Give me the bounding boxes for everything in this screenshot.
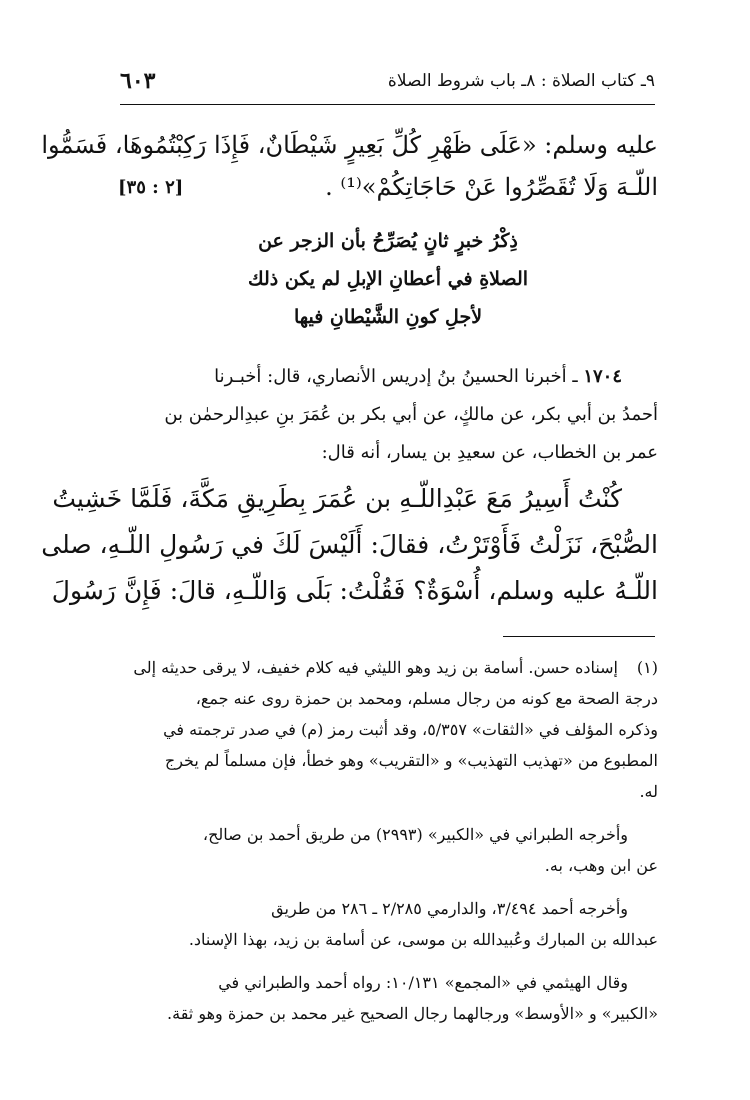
footnote-line: عن ابن وهب، به. xyxy=(544,856,658,875)
chapter-heading-line: الصلاةِ في أعطانِ الإبلِ لم يكن ذلك xyxy=(247,268,529,290)
footnote-1 xyxy=(118,652,658,807)
footnote-line: درجة الصحة مع كونه من رجال مسلم، ومحمد بن حمزة روى عنه جمع، xyxy=(195,689,658,708)
footnote-line: وأخرجه أحمد ٣/٤٩٤، والدارمي ٢/٢٨٥ ـ ٢٨٦ من طريق xyxy=(271,899,628,918)
matn-line: الصُّبْحَ، نَزَلْتُ فَأَوْتَرْتُ، فقالَ: أَلَيْسَ لَكَ في رَسُولِ اللّـهِ، صلى xyxy=(41,530,658,559)
hadith-matn xyxy=(41,476,658,614)
hadith-isnad xyxy=(118,358,658,472)
chapter-heading-line: ذِكْرُ خبرٍ ثانٍ يُصَرِّحُ بأن الزجر عن xyxy=(258,230,518,252)
page-number: ٦٠٣ xyxy=(120,68,156,94)
footnote-paragraph xyxy=(118,893,658,955)
isnad-line: أحمدُ بن أبي بكر، عن مالكٍ، عن أبي بكر بن عُمَرَ بنِ عبدِالرحمٰن بن xyxy=(164,404,658,425)
page-header xyxy=(120,66,655,96)
header-rule xyxy=(120,104,655,105)
footnote-line: وأخرجه الطبراني في «الكبير» (٢٩٩٣) من طريق أحمد بن صالح، xyxy=(202,825,628,844)
hadith-number: ١٧٠٤ xyxy=(583,366,622,387)
text-line: اللّـهَ وَلَا تُقَصِّرُوا عَنْ حَاجَاتِكُمْ»⁽¹⁾ . xyxy=(325,173,658,201)
text-line-with-ref xyxy=(118,166,658,208)
footnotes xyxy=(118,652,658,1041)
footnote-marker: (١) xyxy=(636,658,658,677)
footnote-line: عبدالله بن المبارك وعُبيدالله بن موسى، عن أسامة بن زيد، بهذا الإسناد. xyxy=(188,930,658,949)
continuation-text xyxy=(41,124,658,208)
isnad-line: عمر بن الخطاب، عن سعيدِ بن يسار، أنه قال: xyxy=(321,442,658,463)
isnad-text: ـ أخبرنا الحسينُ بنُ إدريس الأنصاري، قال: أخبـرنا xyxy=(214,366,578,387)
footnote-rule xyxy=(503,636,655,637)
footnote-line: وذكره المؤلف في «الثقات» ٥/٣٥٧، وقد أثبت رمز (م) في صدر ترجمته في xyxy=(163,720,658,739)
footnote-first-line xyxy=(118,652,658,683)
footnote-line: «الكبير» و «الأوسط» ورجالهما رجال الصحيح غير محمد بن حمزة وهو ثقة. xyxy=(167,1004,658,1023)
footnote-line: إسناده حسن. أسامة بن زيد وهو الليثي فيه كلام خفيف، لا يرقى حديثه إلى xyxy=(133,658,618,677)
matn-line: كُنْتُ أَسِيرُ مَعَ عَبْدِاللّـهِ بن عُمَرَ بِطَرِيقِ مَكَّةَ، فَلَمَّا خَشِيتُ xyxy=(52,484,622,513)
matn-line: اللّـهُ عليه وسلم، أُسْوَةٌ؟ فَقُلْتُ: بَلَى وَاللّـهِ، قالَ: فَإِنَّ رَسُولَ xyxy=(51,576,658,605)
chapter-heading xyxy=(118,222,658,336)
footnote-line: المطبوع من «تهذيب التهذيب» و «التقريب» وهو خطأ، فإن مسلماً لم يخرج xyxy=(164,751,658,770)
footnote-paragraph xyxy=(118,967,658,1029)
text-line: عليه وسلم: «عَلَى ظَهْرِ كُلِّ بَعِيرٍ شَيْطَانٌ، فَإِذَا رَكِبْتُمُوهَا، فَسَمُّوا xyxy=(41,131,658,159)
verse-reference: [٢ : ٣٥] xyxy=(118,176,184,198)
footnote-paragraph xyxy=(118,819,658,881)
footnote-line: له. xyxy=(639,782,658,801)
footnote-line: وقال الهيثمي في «المجمع» ١٠/١٣١: رواه أحمد والطبراني في xyxy=(218,973,628,992)
isnad-line xyxy=(118,358,658,396)
chapter-heading-line: لأجلِ كونِ الشَّيْطانِ فيها xyxy=(293,306,483,328)
running-title: ٩ـ كتاب الصلاة : ٨ـ باب شروط الصلاة xyxy=(387,71,655,91)
